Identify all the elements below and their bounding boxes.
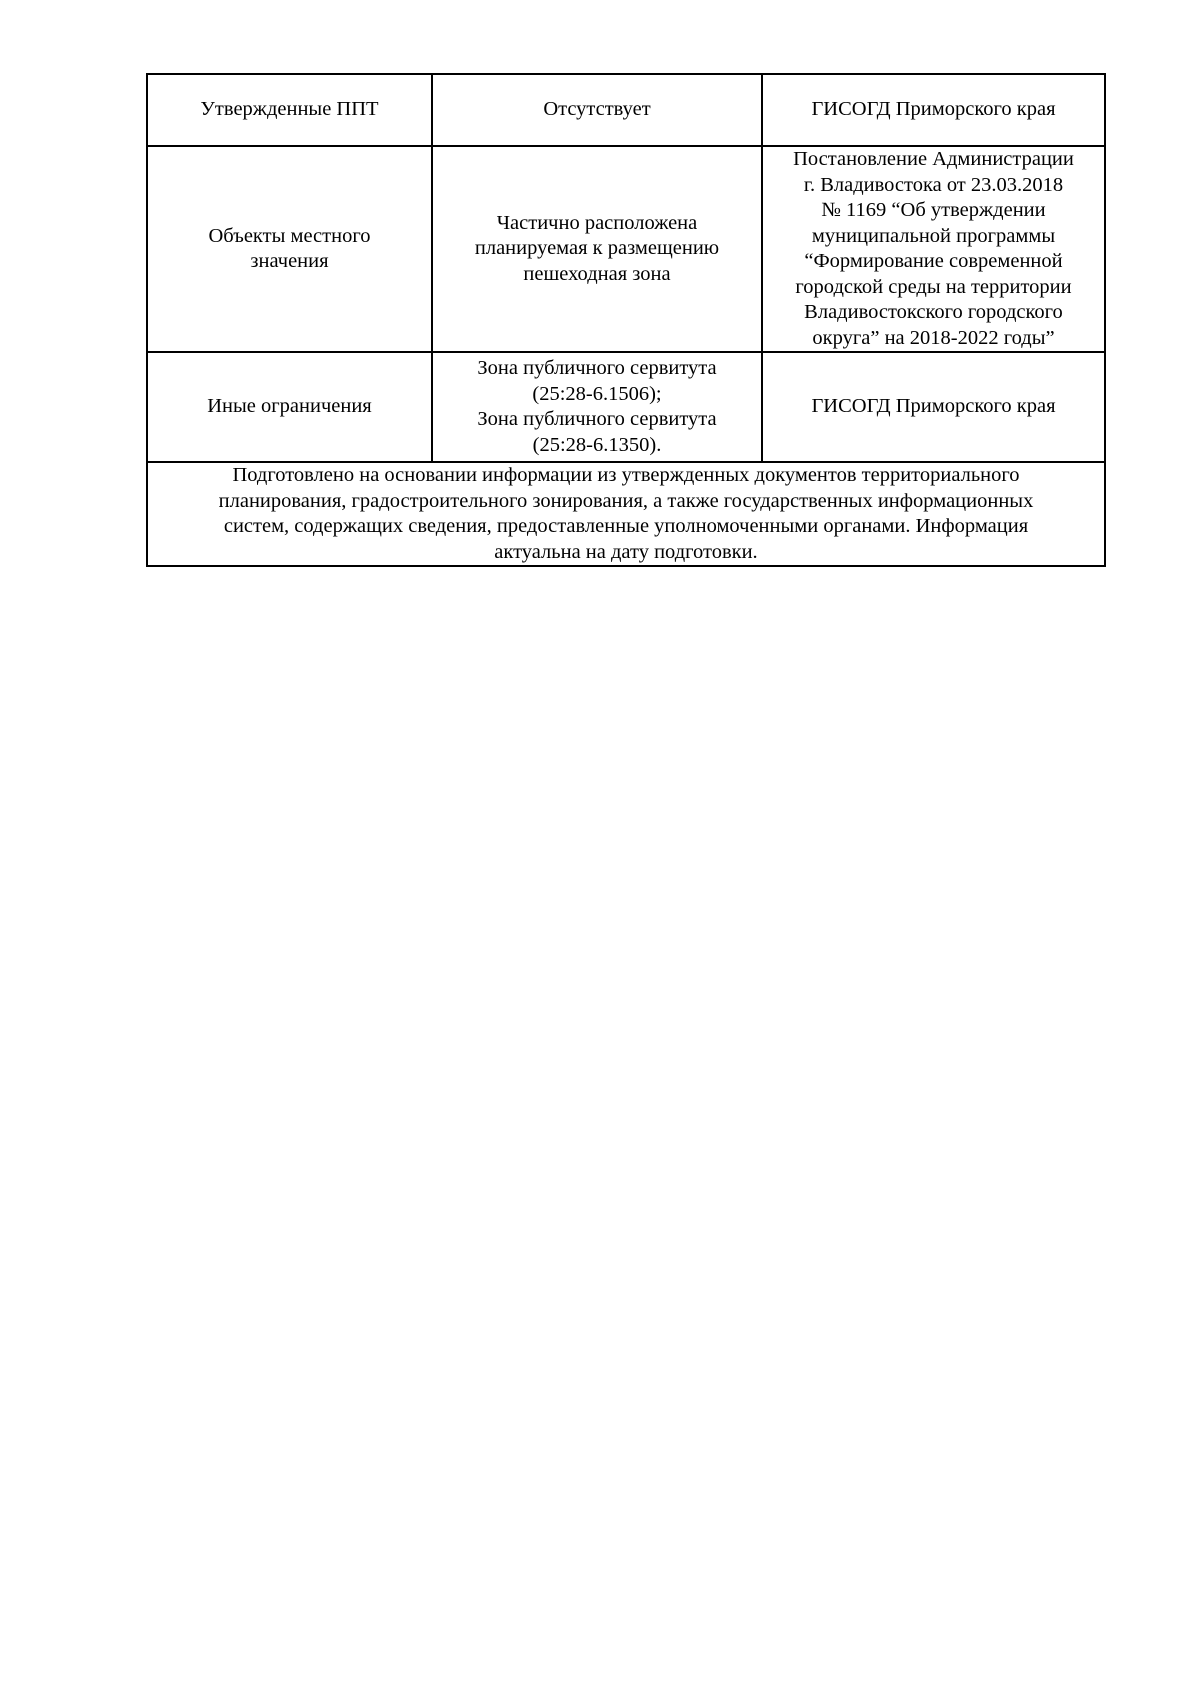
row-label-cell: Утвержденные ППТ: [147, 74, 432, 146]
row-value-cell: Зона публичного сервитута (25:28-6.1506); Зона публичного сервитута (25:28-6.1350).: [432, 352, 762, 462]
row-value-cell: Отсутствует: [432, 74, 762, 146]
table-row: [147, 74, 1105, 146]
row-source-cell: ГИСОГД Приморского края: [762, 74, 1105, 146]
info-table: [146, 73, 1106, 567]
row-label-cell: Объекты местного значения: [147, 146, 432, 352]
row-source-cell: Постановление Администрации г. Владивостока от 23.03.2018 № 1169 “Об утверждении муниципальной программы “Формирование современной городской среды на территории Владивостокского городского округа” на 2018-2022 годы”: [762, 146, 1105, 352]
footer-note: Подготовлено на основании информации из утвержденных документов территориального планирования, градостроительного зонирования, а также государственных информационных систем, содержащих сведения, предоставленные уполномоченными органами. Информация актуальна на дату подготовки.: [147, 462, 1105, 566]
row-source-cell: ГИСОГД Приморского края: [762, 352, 1105, 462]
row-value-cell: Частично расположена планируемая к размещению пешеходная зона: [432, 146, 762, 352]
table-row: [147, 352, 1105, 462]
table-row: [147, 146, 1105, 352]
row-label-cell: Иные ограничения: [147, 352, 432, 462]
table-footer-row: [147, 462, 1105, 566]
